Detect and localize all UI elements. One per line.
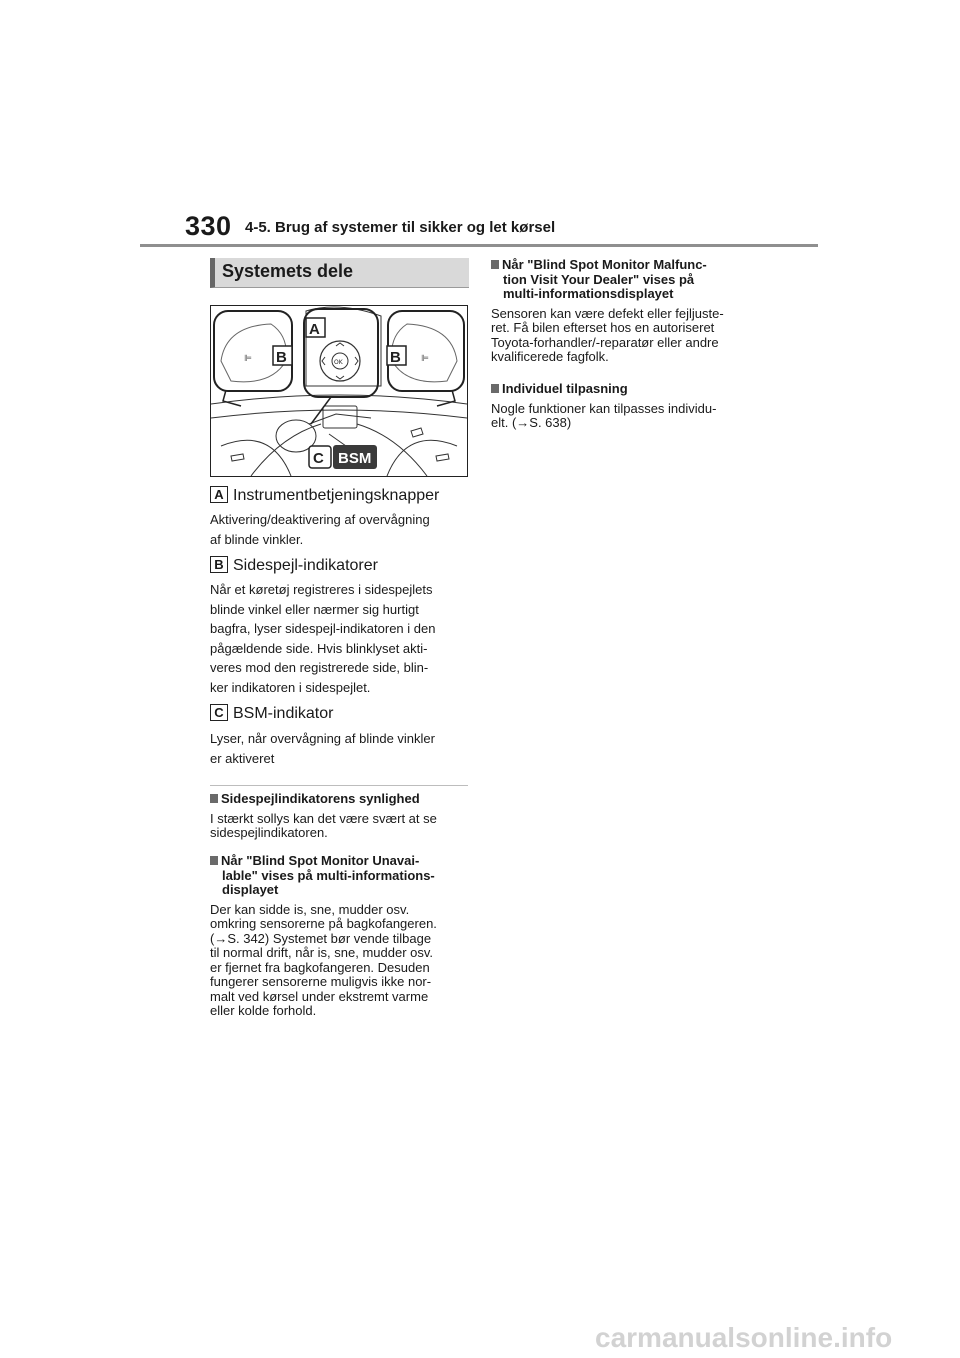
text-line: eller kolde forhold.	[210, 1003, 317, 1018]
item-b-title: Sidespejl-indikatorer	[233, 557, 378, 574]
text-line: veres mod den registrerede side, blin-	[210, 660, 429, 676]
item-a-title: Instrumentbetjeningsknapper	[233, 487, 440, 504]
text-line: Lyser, når overvågning af blinde vinkler	[210, 731, 435, 746]
note-heading: Sidespejlindikatorens synlighed	[210, 792, 472, 807]
item-b-heading	[210, 556, 378, 575]
text-line: I stærkt sollys kan det være svært at se	[210, 810, 437, 826]
text-line: Aktivering/deaktivering af overvågning	[210, 512, 430, 527]
callout-b-left: B	[276, 349, 287, 366]
note-heading: Når "Blind Spot Monitor Malfunc- tion Visit Your Dealer" vises på multi-informationsdisplayet	[491, 258, 753, 302]
dashboard-drawing	[211, 306, 467, 476]
text-line: pågældende side. Hvis blinklyset akti-	[210, 640, 428, 656]
item-b-letter: B	[210, 556, 228, 573]
text-line: kvalificerede fagfolk.	[491, 349, 609, 364]
note-visibility	[210, 792, 472, 841]
item-c-title: BSM-indikator	[233, 705, 334, 722]
text-line: omkring sensorerne på bagkofangeren.	[210, 916, 437, 931]
text-line: Der kan sidde is, sne, mudder osv.	[210, 901, 410, 917]
text-line: Toyota-forhandler/-reparatør eller andre	[491, 334, 719, 350]
text-line: af blinde vinkler.	[210, 531, 304, 547]
text-line: Nogle funktioner kan tilpasses individu-	[491, 400, 717, 416]
page-number: 330	[185, 211, 232, 241]
svg-text:⊫: ⊫	[244, 354, 252, 364]
item-c-letter: C	[210, 704, 228, 721]
item-c-heading	[210, 704, 333, 723]
bullet-square-icon	[210, 794, 218, 803]
text-line: elt. (→S. 638)	[491, 415, 572, 430]
section-title: Systemets dele	[222, 261, 354, 281]
text-line: er aktiveret	[210, 750, 275, 766]
text-line: fungerer sensorerne muligvis ikke nor-	[210, 974, 432, 989]
bullet-square-icon	[491, 384, 499, 393]
chapter-title: 4-5. Brug af systemer til sikker og let kørsel	[245, 219, 556, 236]
callout-c: C	[313, 450, 324, 467]
text-line: Når et køretøj registreres i sidespejlets	[210, 582, 433, 597]
note-unavailable	[210, 854, 472, 1019]
text-line: (→S. 342) Systemet bør vende tilbage	[210, 930, 432, 946]
callout-a: A	[309, 321, 320, 338]
ok-label: OK	[334, 359, 343, 366]
text-line: blinde vinkel eller nærmer sig hurtigt	[210, 601, 419, 617]
note-body	[210, 812, 472, 841]
item-c-description	[210, 729, 470, 768]
callout-b-right: B	[390, 349, 401, 366]
header-divider	[140, 244, 818, 247]
note-heading: Individuel tilpasning	[491, 382, 753, 397]
watermark: carmanualsonline.info	[595, 1322, 893, 1353]
text-line: bagfra, lyser sidespejl-indikatoren i den	[210, 621, 436, 637]
section-divider	[210, 785, 468, 786]
text-line: er fjernet fra bagkofangeren. Desuden	[210, 959, 430, 975]
text-line: til normal drift, når is, sne, mudder osv.	[210, 945, 434, 960]
note-body	[210, 903, 472, 1019]
text-line: Sensoren kan være defekt eller fejljuste-	[491, 305, 724, 321]
note-heading: Når "Blind Spot Monitor Unavai- lable" vises på multi-informations- displayet	[210, 854, 472, 898]
note-malfunction	[491, 258, 753, 365]
text-line: ret. Få bilen efterset hos en autoriseret	[491, 320, 715, 335]
note-body	[491, 402, 753, 431]
text-line: ker indikatoren i sidespejlet.	[210, 679, 371, 695]
bsm-indicator-label: BSM	[338, 450, 372, 467]
item-a-heading	[210, 486, 439, 505]
note-body	[491, 307, 753, 365]
note-customization	[491, 382, 753, 431]
svg-text:⊫: ⊫	[421, 354, 429, 364]
bullet-square-icon	[210, 856, 218, 865]
text-line: sidespejlindikatoren.	[210, 825, 328, 840]
dashboard-illustration	[210, 305, 468, 477]
item-a-letter: A	[210, 486, 228, 503]
text-line: malt ved kørsel under ekstremt varme	[210, 988, 429, 1004]
item-a-description	[210, 510, 470, 549]
item-b-description	[210, 580, 470, 698]
bullet-square-icon	[491, 260, 499, 269]
